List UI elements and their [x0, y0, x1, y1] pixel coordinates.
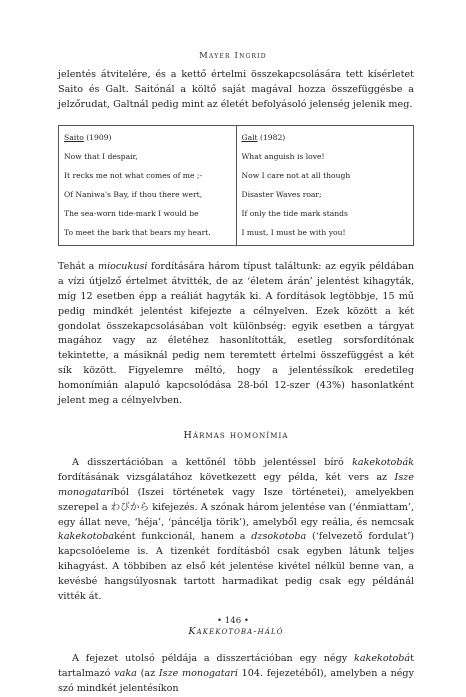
table-row: [59, 166, 414, 185]
paragraph-summary: Tehát a miocukusi fordítására három típust találtunk: az egyik példában a vízi útjelző értelmet átvitték, de az ‘életem árán’ jelentést kihagyták, míg 12 esetben épp a reáliát hagyták ki. A fordítások legtöbbje, 15 mű pedig mindkét jelentést kifejezte a célnyelven. Ezek között a két gondolat összekapcsolásában volt különbség: egyik esetben a tárgyat magához vagy az életéhez hasonlították, esetleg sorsfordítónak tekintette, a másiknál pedig nem teremtett értelmi összefüggést a két sík között. Figyelemre méltó, hogy a jelentéssíkok eredetileg homonímián alapuló kapcsolódása 28-ból 12-szer (43%) hasonlatként jelent meg a célnyelvben.: [58, 261, 414, 406]
table-cell-left: Now that I despair,: [64, 152, 138, 162]
running-head: Mayer Ingrid: [199, 50, 267, 60]
table-cell-right: I must, I must be with you!: [236, 223, 414, 246]
table-row: [59, 147, 414, 166]
table-cell-left: To meet the bark that bears my heart.: [64, 228, 211, 238]
section-heading-triple-homonymy: Hármas homonímia: [183, 430, 289, 442]
table-row: [59, 204, 414, 223]
table-header-row: [59, 126, 414, 148]
translator-saito: Saito: [64, 133, 84, 143]
table-cell-right: What anguish is love!: [236, 147, 414, 166]
japanese-term: わびから: [110, 501, 150, 513]
table-header-left: [59, 126, 237, 148]
table-cell-right: If only the tide mark stands: [236, 204, 414, 223]
term-vaka: vaka: [114, 668, 137, 680]
title-isze-monogatari: Isze monogatari: [58, 472, 414, 498]
table-cell-right: Now I care not at all though: [236, 166, 414, 185]
translation-comparison-table: [58, 125, 414, 246]
translator-galt: Galt: [241, 133, 258, 143]
table-header-right: [236, 126, 414, 148]
table-row: [59, 223, 414, 246]
table-cell-left: The sea-worn tide-mark I would be: [64, 209, 199, 219]
page-number: • 146 •: [216, 616, 249, 626]
table-cell-right: Disaster Waves roar;: [236, 185, 414, 204]
title-isze-monogatari-2: Isze monogatari: [158, 668, 238, 680]
paragraph-intro: jelentés átvitelére, és a kettő értelmi összekapcsolására tett kísérletet Saito és Galt. Saitónál a költő saját magával hozza összefüggésbe a jelzőrudat, Galtnál pedig mint az életét befolyásoló jelenség jelenik meg.: [58, 69, 414, 110]
year-saito: (1909): [83, 133, 112, 143]
paragraph-kakekotoba-net: A fejezet utolsó példája a disszertációban egy négy kakekotobát tartalmazó vaka (az Isze monogatari 104. fejezetéből), amelyben a négy szó mindkét jelentésíkon: [58, 653, 414, 694]
table-cell-left: It recks me not what comes of me ;-: [64, 171, 203, 181]
term-dzsokotoba: dzsokotoba: [251, 531, 307, 543]
term-kakekotoba: kakekotoba: [58, 531, 115, 543]
year-galt: (1982): [257, 133, 286, 143]
term-kakekotobak: kakekotobák: [352, 457, 414, 469]
term-miocukusi: miocukusi: [97, 261, 148, 273]
table-cell-left: Of Naniwa's Bay, if thou there wert,: [64, 190, 203, 200]
section-heading-kakekotoba-net: Kakekotoba-háló: [188, 626, 284, 638]
table-row: [59, 185, 414, 204]
body-text: [58, 68, 414, 697]
term-kakekotoba-acc: kakekotobá: [354, 653, 411, 665]
paragraph-triple-homonymy: A disszertációban a kettőnél több jelentéssel bíró kakekotobák fordításának vizsgálatához következett egy példa, két vers az Isze monogatariból (Iszei történetek vagy Isze történetei), amelyekben szerepel a わびから kifejezés. A szónak három jelentése van (‘énmiattam’, egy állat neve, ‘héja’, ‘páncélja törik’), amelyből egy reália, és nemcsak kakekotobaként funkcionál, hanem a dzsokotoba (‘felvezető fordulat’) kapcsolóeleme is. A tizenkét fordításból csak egyben látunk teljes kihagyást. A többiben az első két jelentése kivétel nélkül benne van, a kevésbé hangsúlyosnak tartott harmadikat pedig csak egy példánál vitték át.: [58, 457, 414, 602]
